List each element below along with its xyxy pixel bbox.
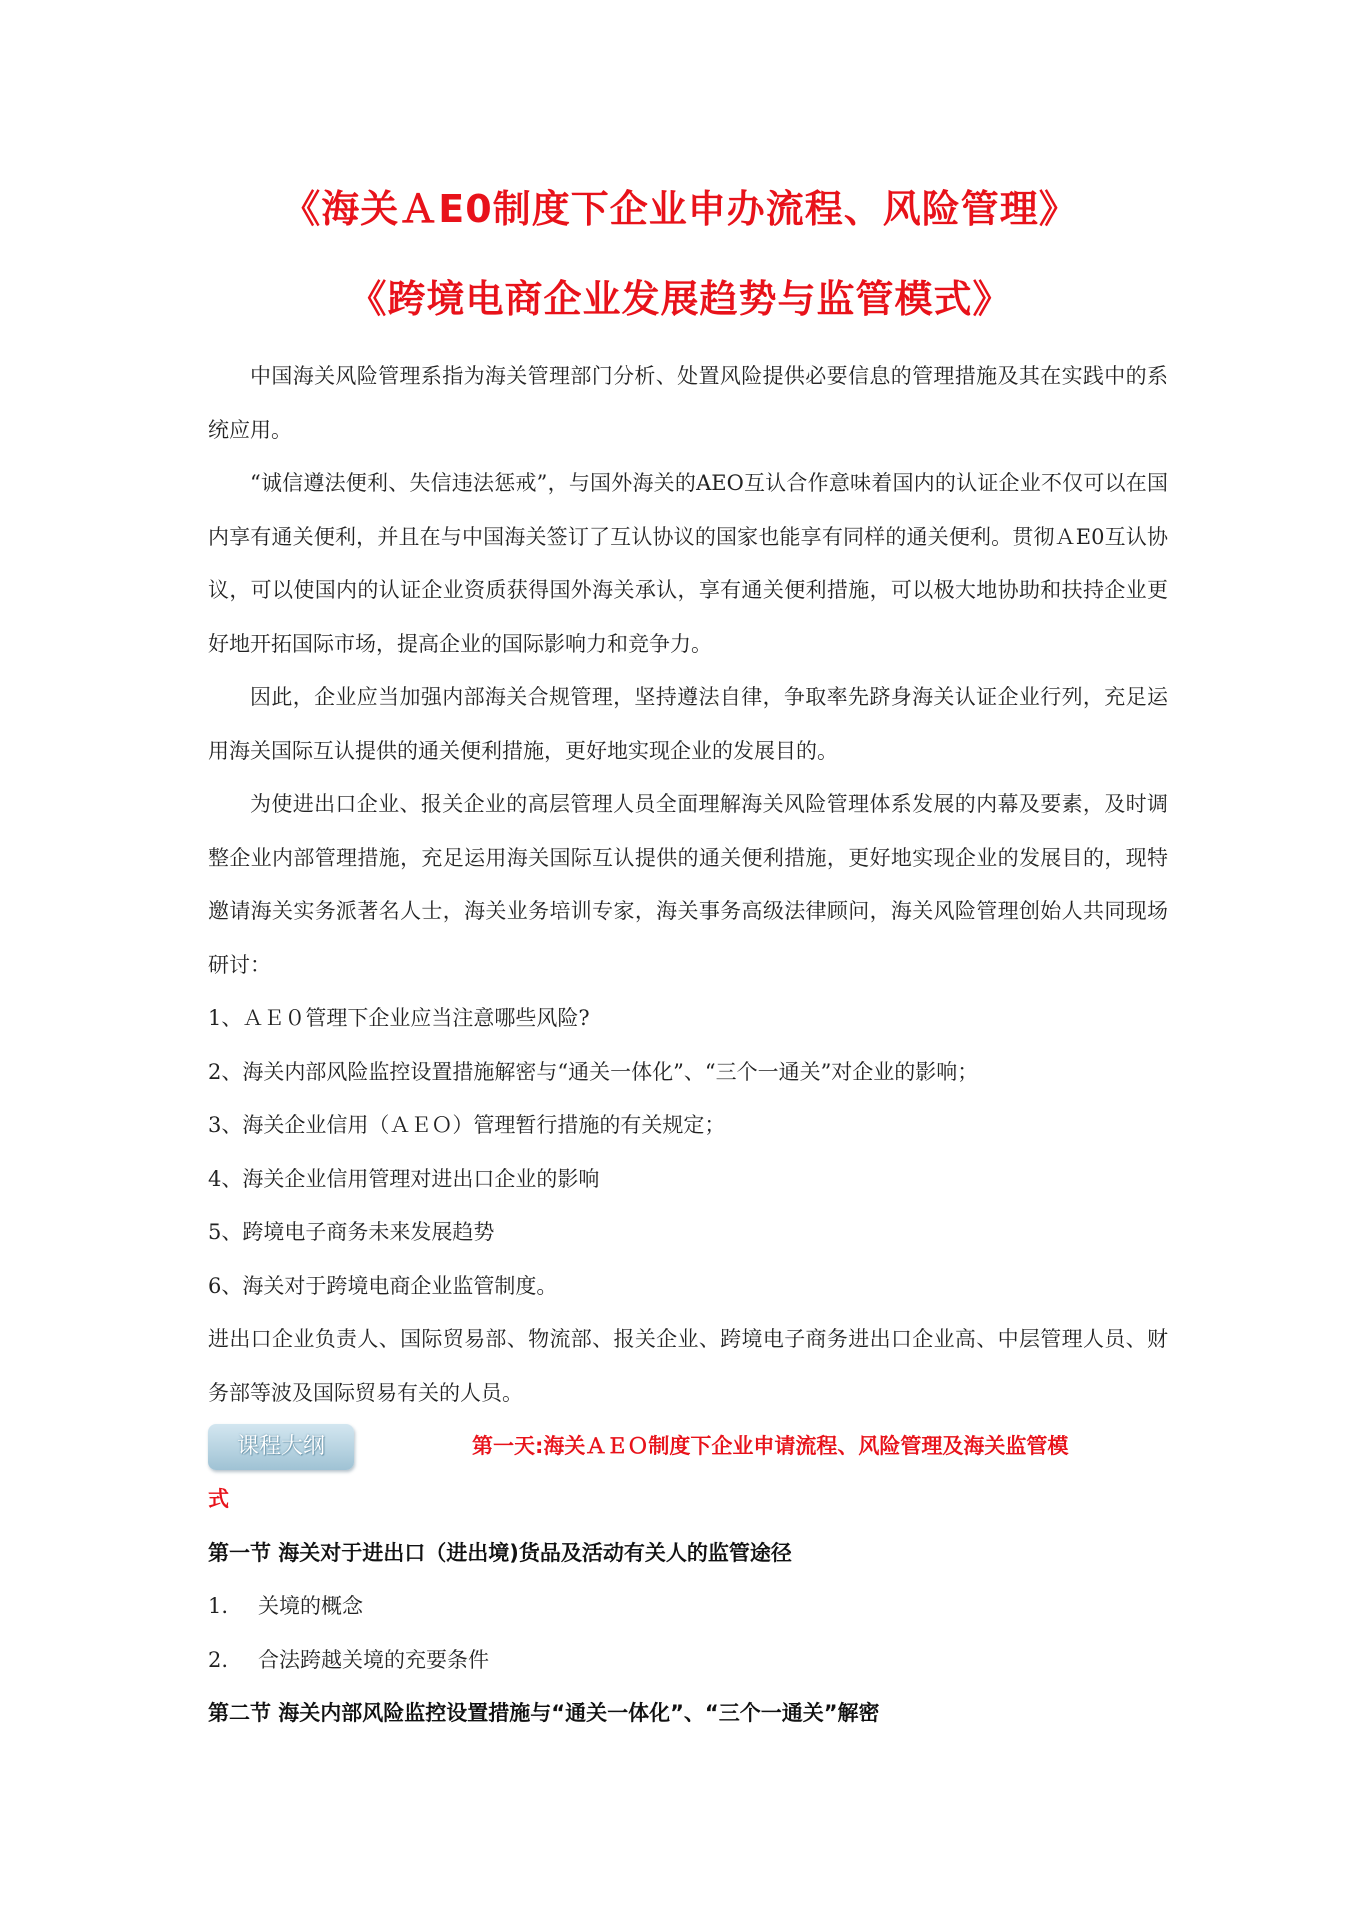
day-one-title: 第一天:海关ＡＥＯ制度下企业申请流程、风险管理及海关监管模: [472, 1434, 1069, 1458]
topic-item: 4、海关企业信用管理对进出口企业的影响: [208, 1166, 600, 1191]
topic-item: 1、ＡＥ０管理下企业应当注意哪些风险?: [208, 1006, 590, 1030]
intro-paragraph-3: 因此，企业应当加强内部海关合规管理，坚持遵法自律，争取率先跻身海关认证企业行列，充足运用海关国际互认提供的通关便利措施，更好地实现企业的发展目的。: [208, 685, 1168, 763]
main-title-line-1: 《海关ＡE0制度下企业申办流程、风险管理》: [282, 187, 1078, 231]
topic-item: 2、海关内部风险监控设置措施解密与“通关一体化”、“三个一通关”对企业的影响；: [208, 1059, 979, 1084]
audience-paragraph: 进出口企业负责人、国际贸易部、物流部、报关企业、跨境电子商务进出口企业高、中层管理人员、财务部等波及国际贸易有关的人员。: [208, 1327, 1168, 1405]
item-number: 1.: [208, 1594, 229, 1618]
intro-paragraph-4: 为使进出口企业、报关企业的高层管理人员全面理解海关风险管理体系发展的内幕及要素，及时调整企业内部管理措施，充足运用海关国际互认提供的通关便利措施，更好地实现企业的发展目的，现特邀请海关实务派著名人士，海关业务培训专家，海关事务高级法律顾问，海关风险管理创始人共同现场研讨：: [208, 792, 1168, 977]
topic-item: 3、海关企业信用（ＡＥＯ）管理暂行措施的有关规定；: [208, 1113, 726, 1137]
day-one-title-continued: 式: [208, 1487, 229, 1511]
course-outline-badge: 课程大纲: [208, 1424, 354, 1470]
section-2-heading: 第二节 海关内部风险监控设置措施与“通关一体化”、“三个一通关”解密: [208, 1701, 880, 1725]
intro-paragraph-1: 中国海关风险管理系指为海关管理部门分析、处置风险提供必要信息的管理措施及其在实践中的系统应用。: [208, 364, 1168, 442]
item-text: 合法跨越关境的充要条件: [258, 1647, 489, 1672]
course-outline-header: [208, 1420, 1168, 1473]
topic-item: 6、海关对于跨境电商企业监管制度。: [208, 1273, 558, 1298]
intro-paragraph-2: “诚信遵法便利、失信违法惩戒”，与国外海关的AEO互认合作意味着国内的认证企业不仅可以在国内享有通关便利，并且在与中国海关签订了互认协议的国家也能享有同样的通关便利。贯彻ＡE0互认协议，可以使国内的认证企业资质获得国外海关承认，享有通关便利措施，可以极大地协助和扶持企业更好地开拓国际市场，提高企业的国际影响力和竞争力。: [208, 471, 1168, 656]
document-body: [208, 350, 1168, 1741]
section-1-item: [208, 1580, 1168, 1634]
topic-item: 5、跨境电子商务未来发展趋势: [208, 1220, 495, 1244]
main-title-line-2: 《跨境电商企业发展趋势与监管模式》: [348, 277, 1012, 321]
section-1-item: [208, 1634, 1168, 1688]
item-text: 关境的概念: [258, 1594, 363, 1618]
section-1-heading: 第一节 海关对于进出口（进出境)货品及活动有关人的监管途径: [208, 1540, 792, 1565]
item-number: 2.: [208, 1647, 229, 1672]
